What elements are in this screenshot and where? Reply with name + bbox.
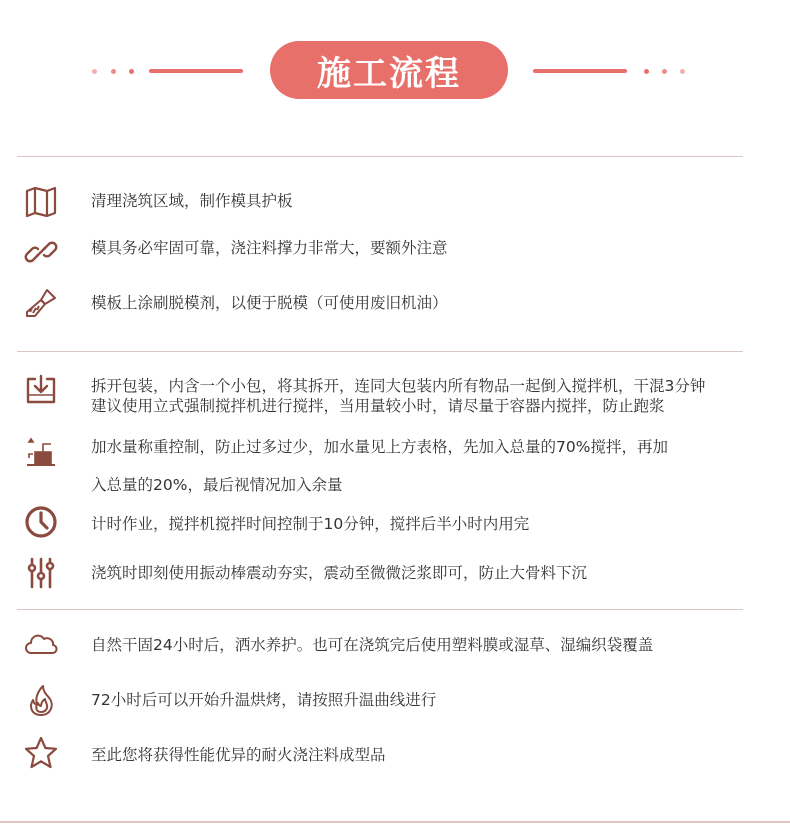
divider: [17, 609, 743, 610]
bottom-divider: [0, 821, 790, 823]
step-line: 清理浇筑区域，制作模具护板: [91, 192, 293, 210]
step-3-text: [91, 293, 781, 313]
section-title: 施工流程: [270, 41, 508, 99]
divider: [17, 351, 743, 352]
step-7-text: [91, 563, 781, 583]
step-line: 浇筑时即刻使用振动棒震动夯实，震动至微微泛浆即可，防止大骨料下沉: [91, 564, 588, 582]
decor-line-right: [533, 69, 627, 73]
step-2-text: [91, 238, 781, 258]
fire-icon: [18, 680, 64, 720]
step-line: 自然干固24小时后，洒水养护。也可在浇筑完后使用塑料膜或湿草、湿编织袋覆盖: [91, 636, 654, 654]
step-line: 拆开包装，内含一个小包，将其拆开，连同大包装内所有物品一起倒入搅拌机，干混3分钟: [91, 377, 706, 395]
step-line: 加水量称重控制，防止过多过少，加水量见上方表格，先加入总量的70%搅拌，再加: [91, 438, 668, 456]
step-line: 72小时后可以开始升温烘烤，请按照升温曲线进行: [91, 691, 437, 709]
star-icon: [18, 733, 64, 773]
section-header: [0, 0, 790, 140]
step-line: 模具务必牢固可靠，浇注料撑力非常大，要额外注意: [91, 239, 448, 257]
decor-dot: [92, 69, 97, 74]
decor-line-left: [149, 69, 243, 73]
step-5-text: [91, 428, 781, 504]
decor-dot: [644, 69, 649, 74]
step-line: 入总量的20%，最后视情况加入余量: [91, 476, 343, 494]
decor-dot: [662, 69, 667, 74]
brush-icon: [18, 284, 64, 324]
step-4-text: [91, 376, 781, 416]
step-9-text: [91, 690, 781, 710]
step-line: 建议使用立式强制搅拌机进行搅拌，当用量较小时，请尽量于容器内搅拌，防止跑浆: [91, 397, 665, 415]
water-tank-icon: [18, 432, 64, 472]
step-1-text: [91, 191, 781, 211]
step-6-text: [91, 514, 781, 534]
step-line: 至此您将获得性能优异的耐火浇注料成型品: [91, 746, 386, 764]
link-icon: [18, 232, 64, 272]
map-icon: [18, 181, 64, 221]
decor-dot: [680, 69, 685, 74]
clock-icon: [18, 502, 64, 542]
step-8-text: [91, 635, 781, 655]
step-10-text: [91, 745, 781, 765]
download-box-icon: [18, 369, 64, 409]
vibrator-icon: [18, 553, 64, 593]
decor-dot: [129, 69, 134, 74]
step-line: 计时作业，搅拌机搅拌时间控制于10分钟，搅拌后半小时内用完: [91, 515, 530, 533]
divider: [17, 156, 743, 157]
cloud-icon: [18, 624, 64, 664]
decor-dot: [111, 69, 116, 74]
step-line: 模板上涂刷脱模剂，以便于脱模（可使用废旧机油）: [91, 294, 448, 312]
